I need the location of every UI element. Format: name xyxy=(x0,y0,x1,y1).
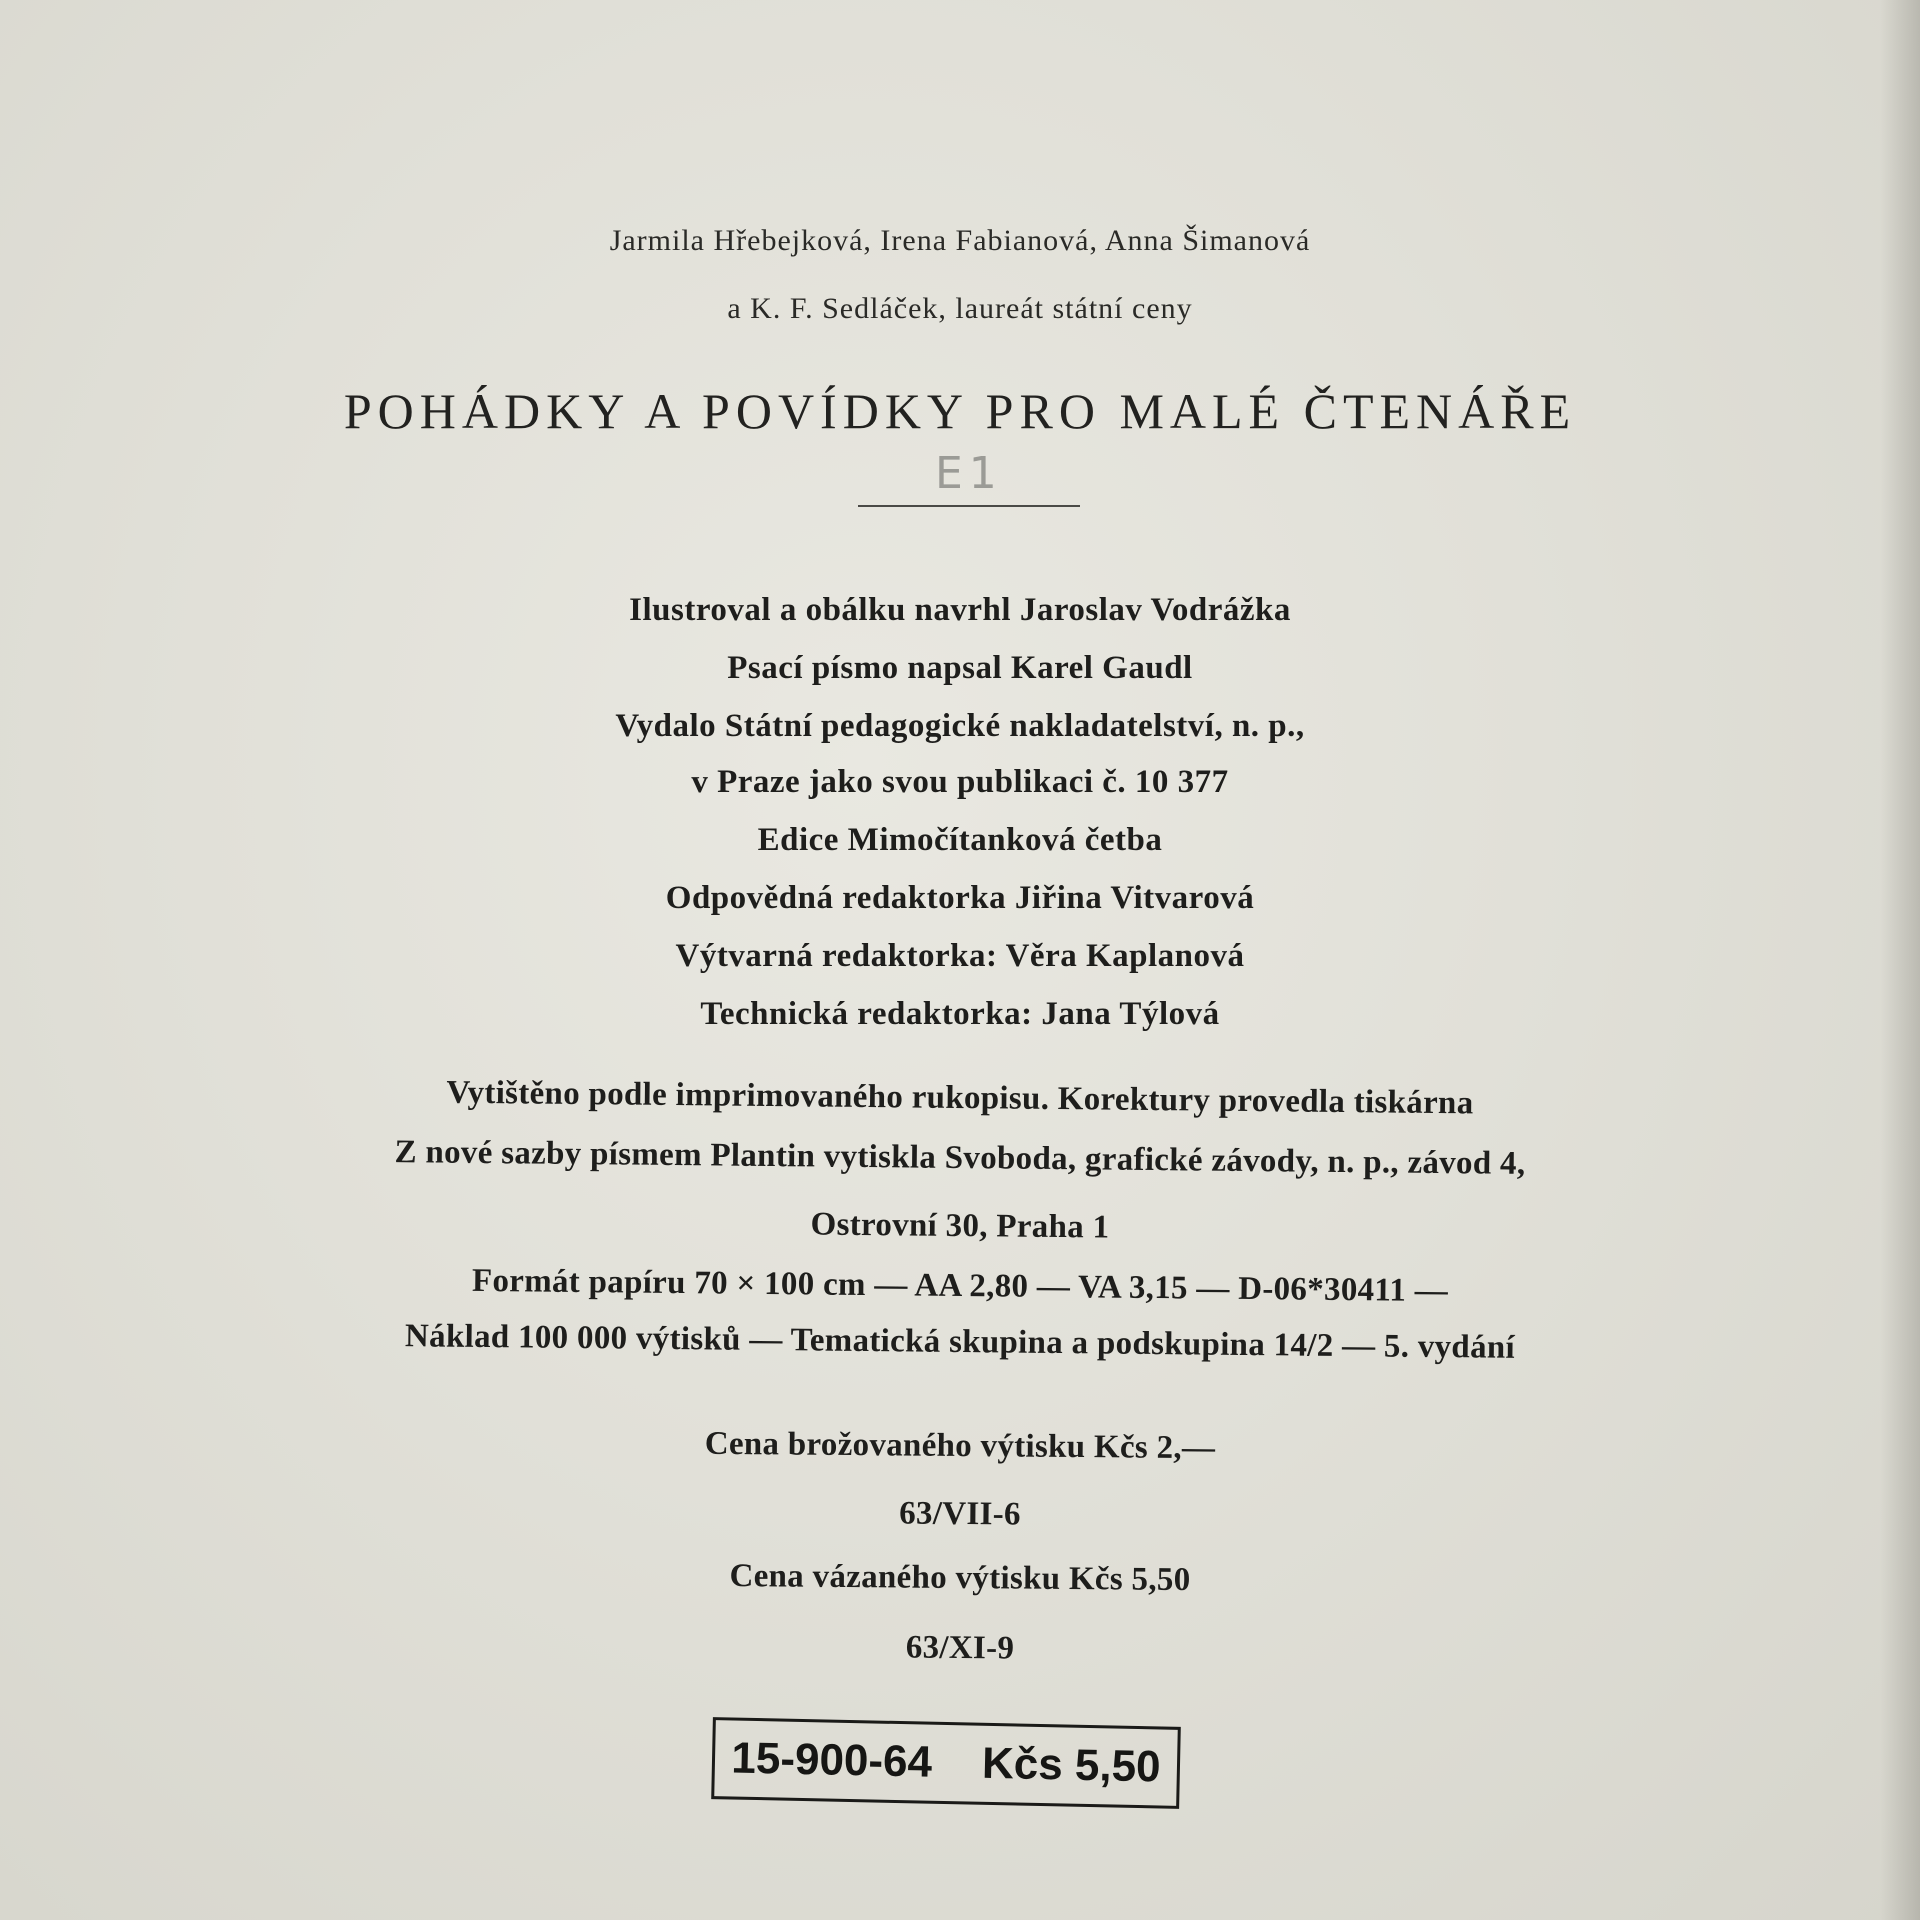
credit-publication-number: v Praze jako svou publikaci č. 10 377 xyxy=(691,764,1229,800)
credit-editor: Odpovědná redaktorka Jiřina Vitvarová xyxy=(665,880,1255,916)
handwritten-mark: E1 xyxy=(935,448,1003,499)
credit-edition: Edice Mimočítanková četba xyxy=(757,822,1163,858)
price-hardcover: Cena vázaného výtisku Kčs 5,50 xyxy=(729,1557,1191,1599)
credit-publisher: Vydalo Státní pedagogické nakladatelství, n. p., xyxy=(615,708,1305,744)
authors-line-1: Jarmila Hřebejková, Irena Fabianová, Anna Šimanová xyxy=(609,224,1311,257)
credit-technical-editor: Technická redaktorka: Jana Týlová xyxy=(700,996,1220,1032)
book-title: POHÁDKY A POVÍDKY PRO MALÉ ČTENÁŘE xyxy=(343,383,1577,439)
credit-illustrator: Ilustroval a obálku navrhl Jaroslav Vodrážka xyxy=(629,592,1291,628)
price-stamp-code: 15-900-64 xyxy=(730,1733,933,1787)
imprint-line-2: Z nové sazby písmem Plantin vytiskla Svoboda, grafické závody, n. p., závod 4, xyxy=(394,1134,1526,1182)
page-edge-shadow xyxy=(1880,0,1920,1920)
price-hardcover-code: 63/XI-9 xyxy=(905,1629,1015,1667)
title-rule xyxy=(858,505,1080,507)
imprint-line-1: Vytištěno podle imprimovaného rukopisu. Korektury provedla tiskárna xyxy=(446,1074,1474,1122)
imprint-line-4: Formát papíru 70 × 100 cm — AA 2,80 — VA 3,15 — D-06*30411 — xyxy=(471,1262,1449,1310)
price-stamp-box xyxy=(711,1717,1181,1809)
price-paperback: Cena brožovaného výtisku Kčs 2,— xyxy=(704,1425,1216,1467)
price-stamp-price: Kčs 5,50 xyxy=(981,1738,1162,1792)
authors-line-2: a K. F. Sedláček, laureát státní ceny xyxy=(727,292,1193,325)
imprint-line-3: Ostrovní 30, Praha 1 xyxy=(810,1206,1110,1246)
credit-art-editor: Výtvarná redaktorka: Věra Kaplanová xyxy=(675,938,1245,974)
imprint-line-5: Náklad 100 000 výtisků — Tematická skupina a podskupina 14/2 — 5. vydání xyxy=(404,1318,1516,1366)
credit-script: Psací písmo napsal Karel Gaudl xyxy=(727,650,1193,686)
price-paperback-code: 63/VII-6 xyxy=(899,1495,1021,1533)
